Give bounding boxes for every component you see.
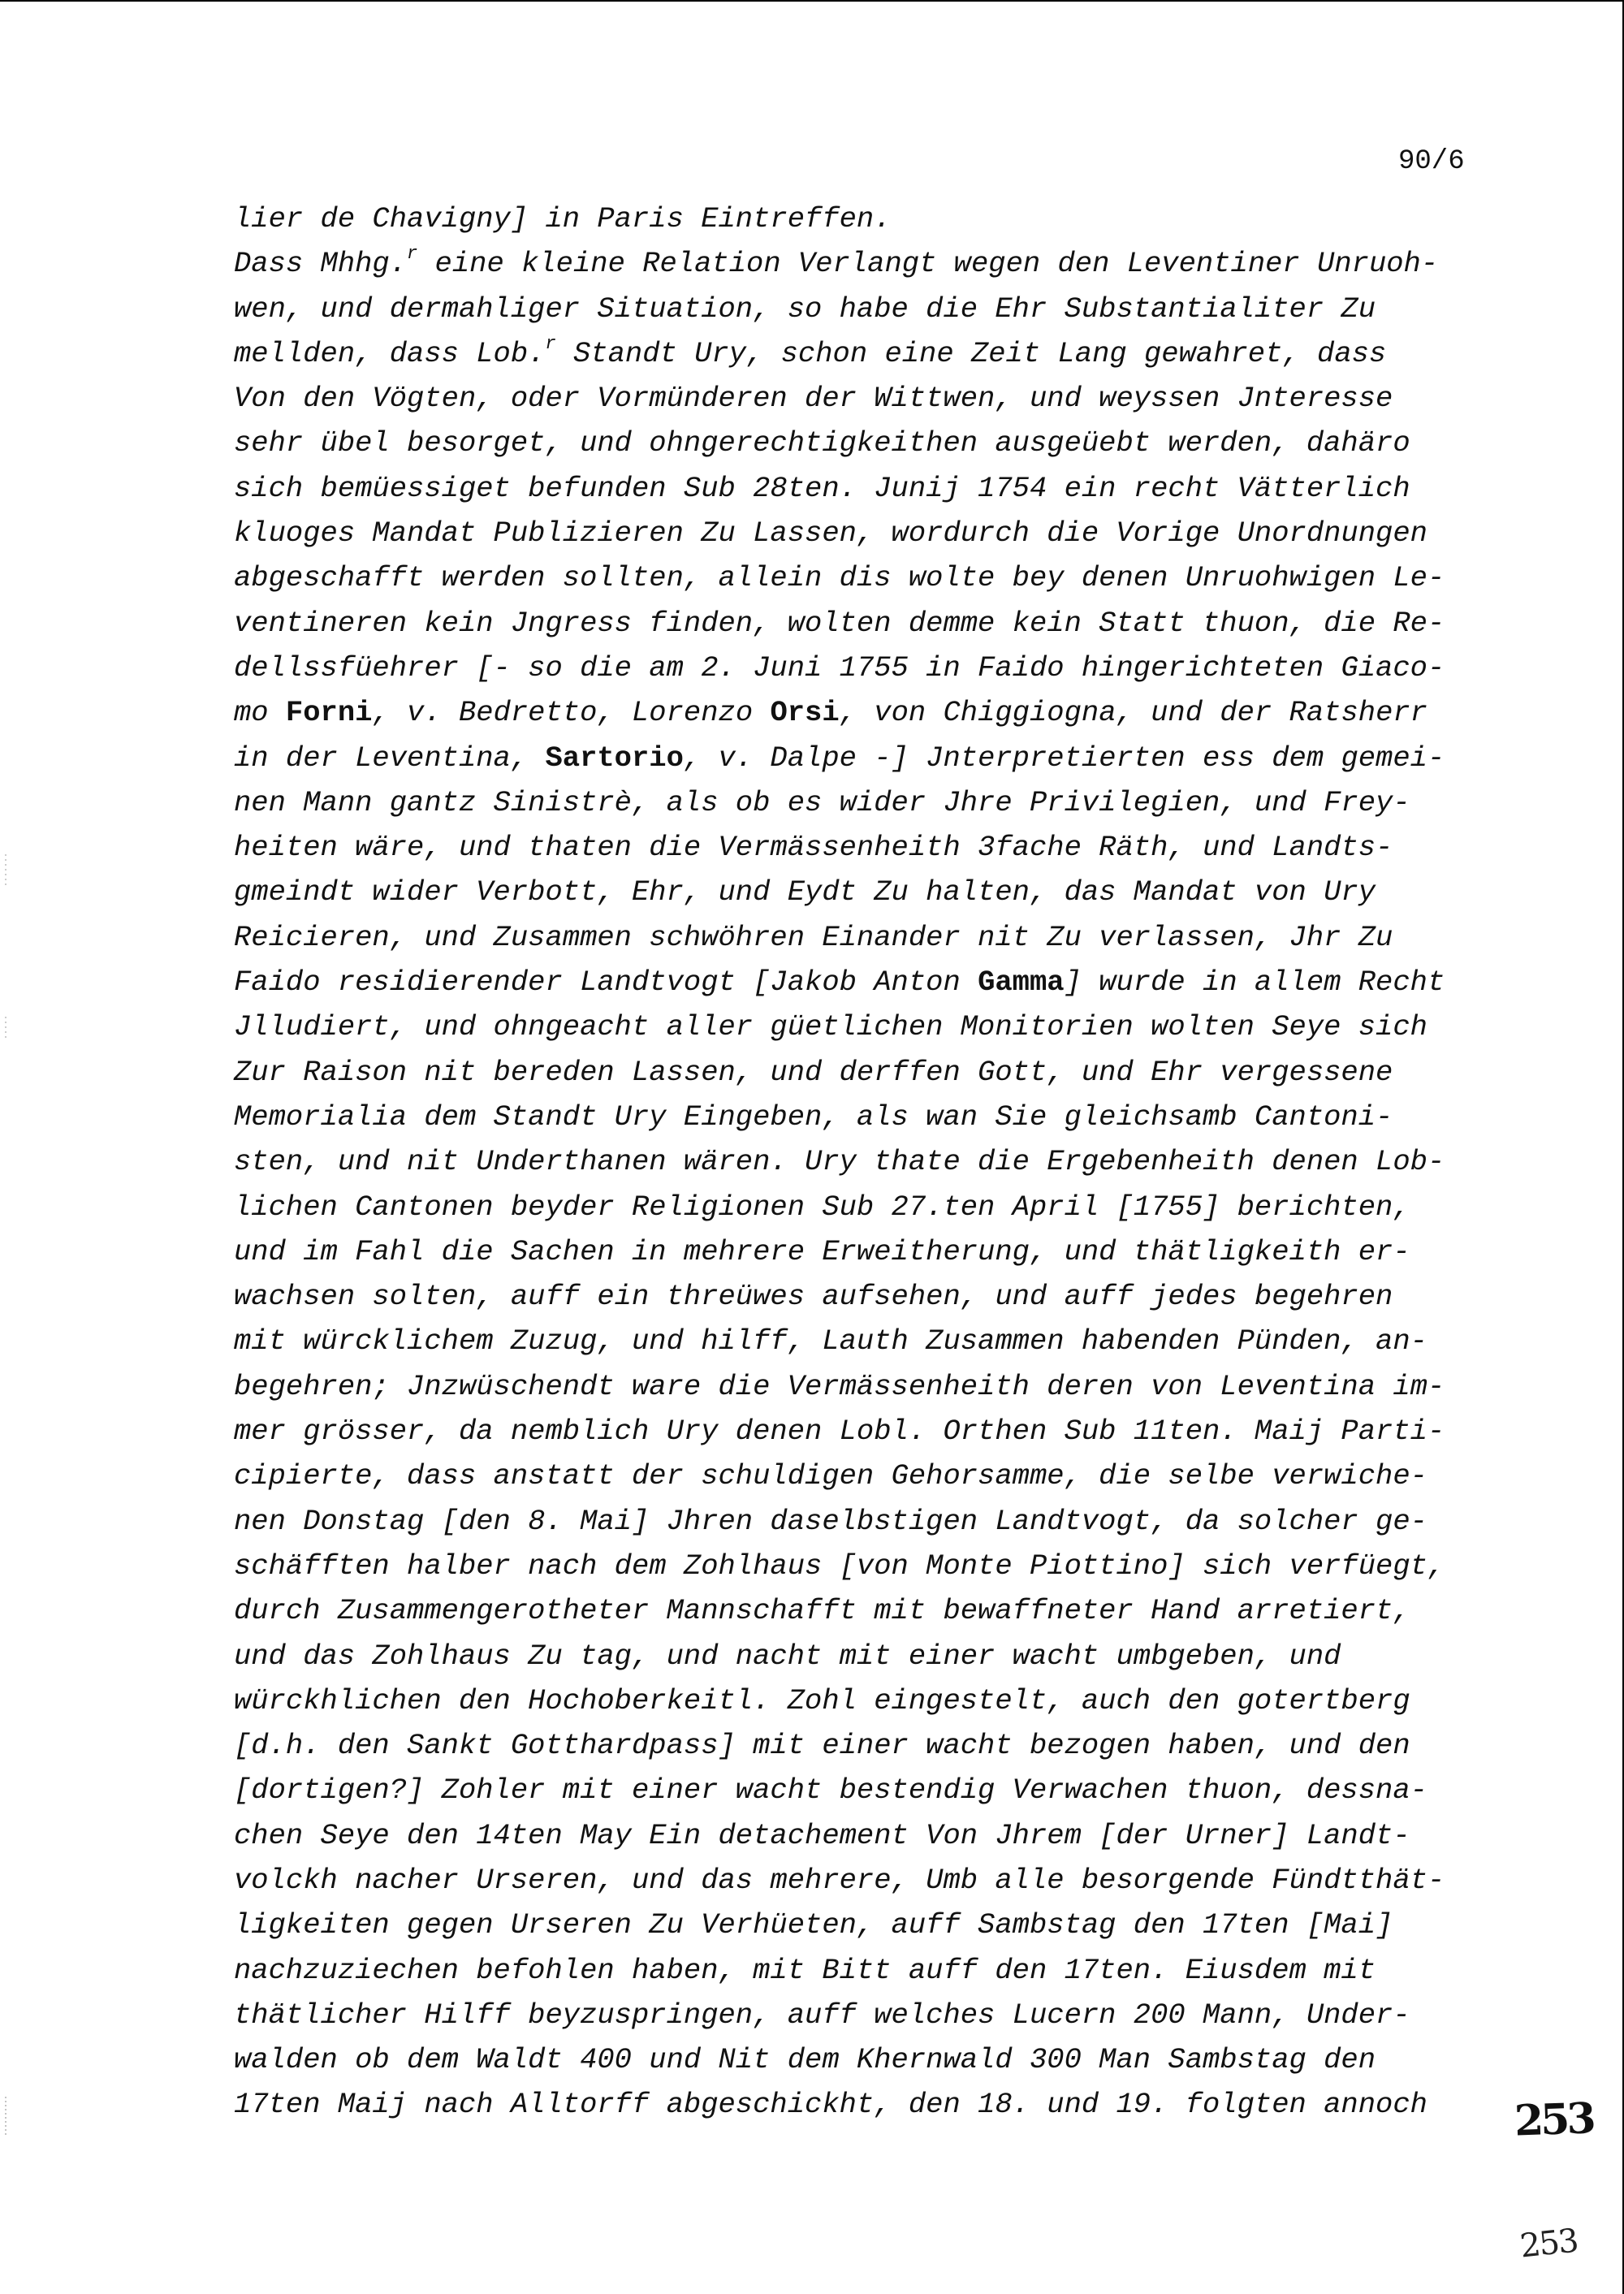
text-segment: in der Leventina, — [234, 741, 546, 775]
text-line — [234, 1454, 1501, 1498]
text-segment: würckhlichen den Hochoberkeitl. Zohl eingestelt, auch den gotertberg — [234, 1683, 1410, 1717]
text-segment: kluoges Mandat Publizieren Zu Lassen, wordurch die Vorige Unordnungen — [234, 516, 1427, 551]
text-line — [234, 780, 1501, 825]
text-line — [234, 1499, 1501, 1544]
text-segment: nen Donstag [den 8. Mai] Jhren daselbstigen Landtvogt, da solcher ge- — [234, 1504, 1427, 1538]
text-segment: , v. Dalpe -] Jnterpretierten ess dem gemei- — [683, 741, 1445, 775]
text-line — [234, 555, 1501, 600]
text-line — [234, 287, 1501, 331]
text-line — [234, 1364, 1501, 1409]
text-line — [234, 1409, 1501, 1454]
text-line — [234, 1588, 1501, 1633]
text-line — [234, 1095, 1501, 1139]
bold-name: Sartorio — [545, 741, 684, 775]
text-segment: Dass Mhhg. — [234, 247, 408, 281]
text-segment: begehren; Jnzwüschendt ware die Vermässenheith deren von Leventina im- — [234, 1369, 1445, 1403]
page-number: 90/6 — [1398, 146, 1465, 177]
text-segment: ligkeiten gegen Urseren Zu Verhüeten, auff Sambstag den 17ten [Mai] — [234, 1908, 1393, 1942]
text-line — [234, 421, 1501, 465]
text-line — [234, 466, 1501, 511]
text-segment: , von Chiggiogna, und der Ratsherr — [839, 696, 1427, 730]
text-segment: und das Zohlhaus Zu tag, und nacht mit einer wacht umbgeben, und — [234, 1639, 1341, 1673]
text-line — [234, 376, 1501, 421]
archive-handwritten-number: 253 — [1518, 2222, 1579, 2266]
text-line — [234, 1185, 1501, 1229]
text-segment: schäfften halber nach dem Zohlhaus [von Monte Piottino] sich verfüegt, — [234, 1549, 1445, 1583]
text-segment: lier de Chavigny] in Paris Eintreffen. — [234, 202, 892, 235]
document-body-text — [234, 197, 1501, 2128]
text-line — [234, 870, 1501, 914]
text-segment: [d.h. den Sankt Gotthardpass] mit einer wacht bezogen haben, und den — [234, 1729, 1410, 1763]
text-segment: sich bemüessiget befunden Sub 28ten. Junij 1754 ein recht Vätterlich — [234, 471, 1410, 505]
text-segment: thätlicher Hilff beyzuspringen, auff welches Lucern 200 Mann, Under- — [234, 1998, 1410, 2032]
text-segment: Memorialia dem Standt Ury Eingeben, als wan Sie gleichsamb Cantoni- — [234, 1099, 1393, 1134]
text-segment: Faido residierender Landtvogt [Jakob Anton — [234, 966, 978, 1000]
text-segment: Standt Ury, schon eine Zeit Lang gewahret, dass — [555, 336, 1387, 370]
text-segment: gmeindt wider Verbott, Ehr, und Eydt Zu halten, das Mandat von Ury — [234, 875, 1376, 909]
text-segment: Zur Raison nit bereden Lassen, und derffen Gott, und Ehr vergessene — [234, 1055, 1393, 1089]
text-line — [234, 197, 1501, 241]
text-segment: chen Seye den 14ten May Ein detachement Von Jhrem [der Urner] Landt- — [234, 1818, 1410, 1852]
text-line — [234, 241, 1501, 286]
text-segment: heiten wäre, und thaten die Vermässenheith 3fache Räth, und Landts- — [234, 831, 1393, 865]
text-line — [234, 1544, 1501, 1588]
bold-name: Forni — [285, 696, 373, 730]
text-segment: nen Mann gantz Sinistrè, als ob es wider Jhre Privilegien, und Frey- — [234, 785, 1410, 819]
bold-name: Orsi — [770, 696, 840, 730]
text-line — [234, 1723, 1501, 1768]
text-segment: ] wurde in allem Recht — [1064, 966, 1445, 1000]
text-line — [234, 1319, 1501, 1363]
text-line — [234, 1993, 1501, 2037]
text-line — [234, 825, 1501, 870]
text-segment: sehr übel besorget, und ohngerechtigkeithen ausgeüebt werden, dahäro — [234, 426, 1410, 460]
text-line — [234, 736, 1501, 780]
text-line — [234, 960, 1501, 1004]
text-line — [234, 1004, 1501, 1049]
text-line — [234, 331, 1501, 376]
superscript: r — [407, 244, 418, 265]
text-segment: Jlludiert, und ohngeacht aller güetlichen Monitorien wolten Seye sich — [234, 1010, 1427, 1044]
text-segment: Reicieren, und Zusammen schwöhren Einander nit Zu verlassen, Jhr Zu — [234, 920, 1393, 954]
text-line — [234, 2037, 1501, 2082]
text-segment: mit würcklichem Zuzug, und hilff, Lauth Zusammen habenden Pünden, an- — [234, 1324, 1427, 1359]
text-line — [234, 601, 1501, 646]
text-segment: 17ten Maij nach Alltorff abgeschickht, den 18. und 19. folgten annoch — [234, 2088, 1427, 2122]
text-line — [234, 690, 1501, 735]
text-line — [234, 1634, 1501, 1678]
text-line — [234, 1903, 1501, 1947]
text-segment: durch Zusammengerotheter Mannschafft mit bewaffneter Hand arretiert, — [234, 1594, 1410, 1628]
text-line — [234, 1948, 1501, 1993]
scan-edge-marks — [3, 854, 8, 2154]
text-line — [234, 1139, 1501, 1184]
text-segment: mer grösser, da nemblich Ury denen Lobl. Orthen Sub 11ten. Maij Parti- — [234, 1415, 1445, 1449]
archive-stamp-number: 253 — [1513, 2093, 1594, 2146]
text-line — [234, 2082, 1501, 2127]
text-segment: lichen Cantonen beyder Religionen Sub 27.ten April [1755] berichten, — [234, 1190, 1410, 1224]
text-segment: und im Fahl die Sachen in mehrere Erweitherung, und thätligkeith er- — [234, 1234, 1410, 1268]
superscript: r — [545, 333, 556, 354]
text-line — [234, 1813, 1501, 1858]
text-segment: wachsen solten, auff ein threüwes aufsehen, und auff jedes begehren — [234, 1280, 1393, 1314]
text-segment: [dortigen?] Zohler mit einer wacht bestendig Verwachen thuon, dessna- — [234, 1773, 1427, 1808]
text-segment: mo — [234, 696, 286, 730]
text-line — [234, 1050, 1501, 1095]
text-segment: , v. Bedretto, Lorenzo — [372, 696, 771, 730]
text-segment: eine kleine Relation Verlangt wegen den Leventiner Unruoh- — [417, 247, 1439, 281]
text-line — [234, 1229, 1501, 1274]
text-line — [234, 646, 1501, 690]
text-line — [234, 915, 1501, 960]
text-segment: sten, und nit Underthanen wären. Ury thate die Ergebenheith denen Lob- — [234, 1145, 1445, 1179]
text-line — [234, 1768, 1501, 1812]
text-segment: wen, und dermahliger Situation, so habe die Ehr Substantialiter Zu — [234, 292, 1376, 326]
text-line — [234, 1274, 1501, 1319]
text-segment: volckh nacher Urseren, und das mehrere, Umb alle besorgende Fündtthät- — [234, 1863, 1445, 1897]
text-segment: mellden, dass Lob. — [234, 336, 546, 370]
text-line — [234, 1858, 1501, 1903]
text-segment: abgeschafft werden sollten, allein dis wolte bey denen Unruohwigen Le- — [234, 561, 1445, 595]
text-segment: dellssfüehrer [- so die am 2. Juni 1755 in Faido hingerichteten Giaco- — [234, 650, 1445, 685]
text-segment: walden ob dem Waldt 400 und Nit dem Khernwald 300 Man Sambstag den — [234, 2043, 1376, 2077]
text-segment: nachzuziechen befohlen haben, mit Bitt auff den 17ten. Eiusdem mit — [234, 1953, 1376, 1987]
text-line — [234, 511, 1501, 555]
text-segment: Von den Vögten, oder Vormünderen der Wittwen, und weyssen Jnteresse — [234, 382, 1393, 416]
text-segment: ventineren kein Jngress finden, wolten demme kein Statt thuon, die Re- — [234, 606, 1445, 640]
text-line — [234, 1678, 1501, 1723]
bold-name: Gamma — [978, 966, 1065, 1000]
text-segment: cipierte, dass anstatt der schuldigen Gehorsamme, die selbe verwiche- — [234, 1459, 1427, 1493]
